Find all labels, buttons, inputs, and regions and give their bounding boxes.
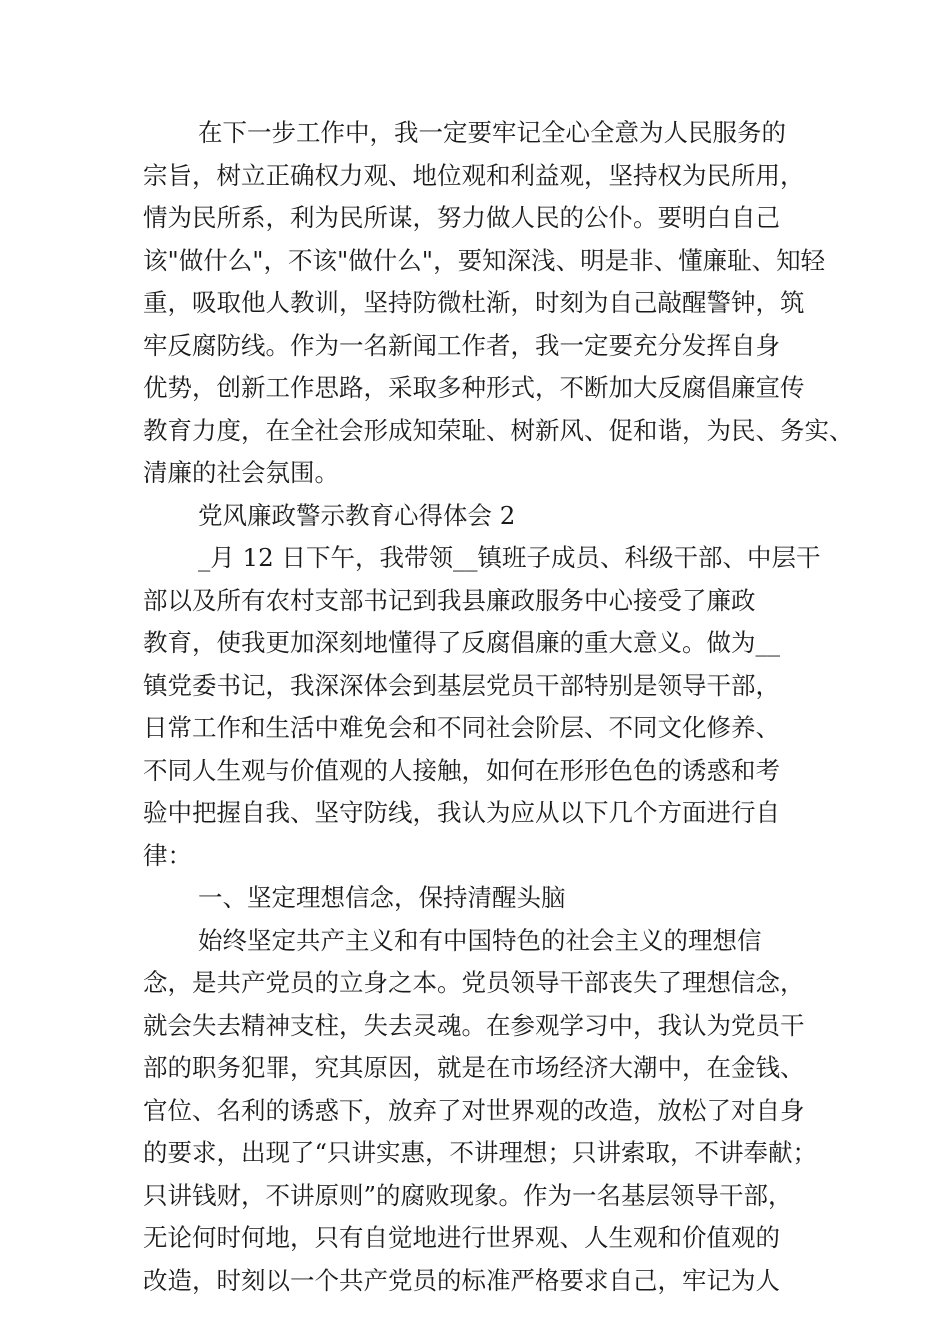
paragraph-line: 优势，创新工作思路，采取多种形式，不断加大反腐倡廉宣传 — [143, 373, 805, 402]
paragraph-line: 始终坚定共产主义和有中国特色的社会主义的理想信 — [198, 925, 762, 955]
paragraph-line: 官位、名利的诱惑下，放弃了对世界观的改造，放松了对自身 — [143, 1095, 805, 1125]
section-title: 党风廉政警示教育心得体会 2 — [198, 500, 516, 530]
paragraph-line: 重，吸取他人教训，坚持防微杜渐，时刻为自己敲醒警钟，筑 — [143, 288, 805, 317]
paragraph-line: 部的职务犯罪，究其原因，就是在市场经济大潮中，在金钱、 — [143, 1053, 805, 1082]
paragraph-line: 教育力度，在全社会形成知荣耻、树新风、促和谐，为民、务实、 — [143, 415, 854, 445]
paragraph-line: 念，是共产党员的立身之本。党员领导干部丧失了理想信念， — [143, 968, 805, 997]
paragraph-line: 验中把握自我、坚守防线，我认为应从以下几个方面进行自 — [143, 798, 780, 827]
paragraph-line: 只讲钱财，不讲原则”的腐败现象。作为一名基层领导干部， — [143, 1180, 793, 1210]
paragraph-line: 无论何时何地，只有自觉地进行世界观、人生观和价值观的 — [143, 1223, 780, 1252]
document-body — [143, 112, 854, 1302]
paragraph-line: 的要求，出现了“只讲实惠，不讲理想；只讲索取，不讲奉献； — [143, 1138, 818, 1167]
paragraph-line: 部以及所有农村支部书记到我县廉政服务中心接受了廉政 — [143, 585, 756, 615]
paragraph-line: 改造，时刻以一个共产党员的标准严格要求自己，牢记为人 — [143, 1265, 780, 1295]
paragraph-line: 日常工作和生活中难免会和不同社会阶层、不同文化修养、 — [143, 713, 780, 742]
paragraph-line: 宗旨，树立正确权力观、地位观和利益观，坚持权为民所用， — [143, 160, 805, 190]
paragraph-line: 牢反腐防线。作为一名新闻工作者，我一定要充分发挥自身 — [143, 330, 780, 360]
paragraph-line: 律： — [143, 840, 192, 870]
paragraph-line: _月 12 日下午，我带领__镇班子成员、科级干部、中层干 — [198, 543, 821, 572]
paragraph-line: 就会失去精神支柱，失去灵魂。在参观学习中，我认为党员干 — [143, 1010, 805, 1040]
paragraph-line: 不同人生观与价值观的人接触，如何在形形色色的诱惑和考 — [143, 755, 780, 785]
paragraph-line: 镇党委书记，我深深体会到基层党员干部特别是领导干部， — [143, 670, 780, 700]
paragraph-line: 情为民所系，利为民所谋，努力做人民的公仆。要明白自己 — [143, 203, 780, 232]
paragraph-line: 清廉的社会氛围。 — [143, 458, 339, 487]
paragraph-line: 在下一步工作中，我一定要牢记全心全意为人民服务的 — [198, 118, 786, 147]
paragraph-line: 该"做什么"，不该"做什么"，要知深浅、明是非、懂廉耻、知轻 — [143, 245, 826, 275]
subheading: 一、坚定理想信念，保持清醒头脑 — [198, 883, 566, 912]
paragraph-line: 教育，使我更加深刻地懂得了反腐倡廉的重大意义。做为__ — [143, 628, 780, 657]
